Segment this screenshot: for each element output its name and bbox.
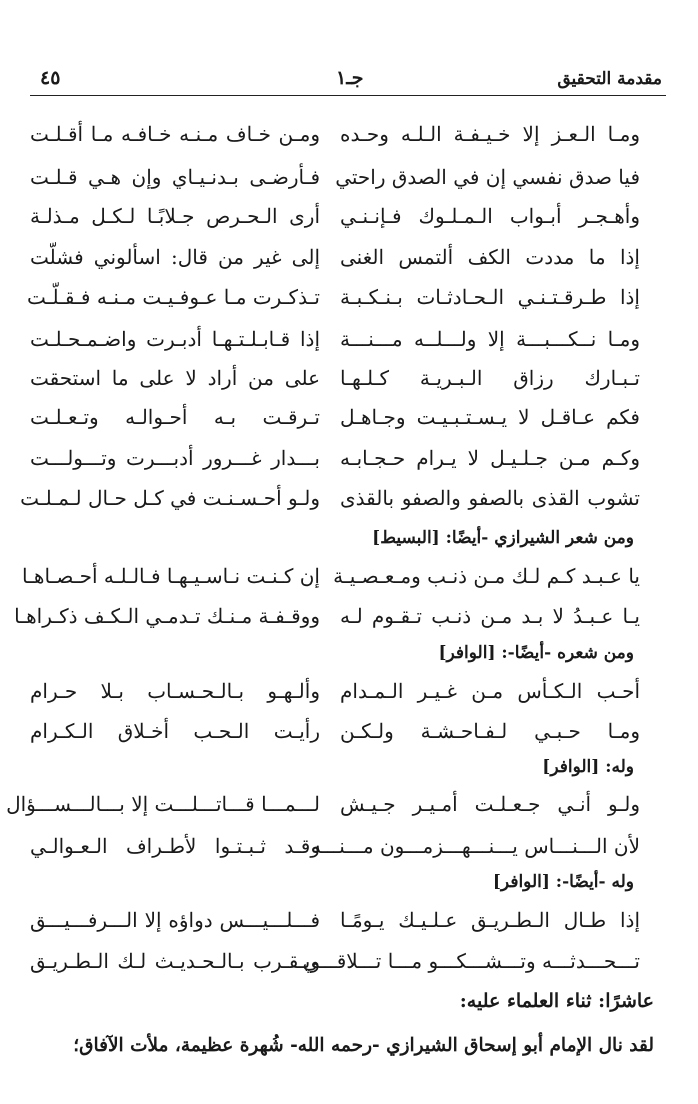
verse-first-hemistich: يا عـبـد كـم لـك مـن ذنـب ومـعـصـيـة xyxy=(333,564,640,588)
verse-first-hemistich: فيا صدق نفسي إن في الصدق راحتي xyxy=(335,165,640,189)
verse-line xyxy=(30,712,660,750)
verse-line xyxy=(30,158,660,196)
verse-second-hemistich: على من أراد لا على ما استحقت xyxy=(30,366,320,390)
verse-second-hemistich: تـرقـت بـه أحـوالـه وتـعـلـت xyxy=(30,405,320,429)
verse-second-hemistich: بـــدار غـــرور أدبـــرت وتـــولـــت xyxy=(30,446,320,470)
meter-note: وله: [الوافر] xyxy=(542,757,634,777)
verse-second-hemistich: إن كـنـت نـاسـيـهـا فـالـلـه أحـصـاهـا xyxy=(21,564,320,588)
verse-second-hemistich: إذا قـابـلـتـهـا أدبـرت واضـمـحـلـت xyxy=(30,327,320,351)
verse-second-hemistich: وألـهـو بـالـحـسـاب بـلا حـرام xyxy=(30,679,320,703)
verse-first-hemistich: تشوب القذى بالصفو والصفو بالقذى xyxy=(340,486,640,510)
verse-first-hemistich: إذا طـرقـتـنـي الـحـادثـات بـنـكـبـة xyxy=(340,285,640,309)
verse-first-hemistich: يـا عـبـدُ لا بـد مـن ذنـب تـقـوم لـه xyxy=(340,604,640,628)
page-number: ٤٥ xyxy=(40,67,61,89)
verse-line xyxy=(30,197,660,235)
verse-line xyxy=(30,439,660,477)
verse-second-hemistich: تـذكـرت مـا عـوفـيـت مـنـه فـقـلّـت xyxy=(26,285,320,309)
verse-first-hemistich: فكم عـاقـل لا يـسـتـبـيـت وجـاهـل xyxy=(340,405,640,429)
meter-note: ومن شعره -أيضًا-: [الوافر] xyxy=(438,643,634,663)
verse-second-hemistich: لـــمـــا قـــاتـــلـــت إلا بـــالـــســـؤال xyxy=(6,792,320,816)
verse-line xyxy=(30,115,660,153)
verse-first-hemistich: ومـا نــكـــبـــة إلا ولـــلــه مـــنـــة xyxy=(340,327,640,351)
verse-line xyxy=(30,672,660,710)
verse-second-hemistich: أرى الـحـرص جـلابًـا لـكـل مـذلـة xyxy=(30,204,320,228)
verse-line xyxy=(30,942,660,980)
verse-first-hemistich: ومـا الـعـز إلا خـيـفـة الـلـه وحـده xyxy=(340,122,640,146)
verse-first-hemistich: ومـا حـبـي لـفـاحـشـة ولـكـن xyxy=(340,719,640,743)
verse-line xyxy=(30,398,660,436)
section-heading: عاشرًا: ثناء العلماء عليه: xyxy=(459,990,654,1012)
verse-second-hemistich: فـــلـــيـــس دواؤه إلا الـــرفـــيـــق xyxy=(30,908,320,932)
verse-first-hemistich: إذا ما مددت الكف ألتمس الغنى xyxy=(340,245,640,269)
verse-first-hemistich: تـبـارك رزاق الـبـريـة كـلـهـا xyxy=(340,366,640,390)
verse-line xyxy=(26,278,660,316)
verse-line xyxy=(30,359,660,397)
verse-line xyxy=(30,320,660,358)
verse-first-hemistich: وأهـجـر أبـواب الـمـلـوك فـإنـنـي xyxy=(340,204,640,228)
verse-second-hemistich: ومـن خـاف مـنـه خـافـه مـا أقـلـت xyxy=(30,122,320,146)
verse-line xyxy=(30,238,660,276)
verse-first-hemistich: إذا طـال الـطـريـق عـلـيـك يـومًـا xyxy=(340,908,640,932)
meter-note: وله -أيضًا-: [الوافر] xyxy=(492,872,634,892)
verse-line xyxy=(30,827,660,865)
verse-first-hemistich: تـــحـــدثـــه وتـــشـــكـــو مـــا تـــلاقـــي xyxy=(302,949,640,973)
meter-note: ومن شعر الشيرازي -أيضًا: [البسيط] xyxy=(372,528,634,548)
verse-line xyxy=(14,597,660,635)
verse-second-hemistich: ولـو أحـسـنـت في كـل حـال لـمـلـت xyxy=(20,486,320,510)
running-title: مقدمة التحقيق xyxy=(557,69,662,89)
verse-first-hemistich: ولـو أنـي جـعـلـت أمـيـر جـيـش xyxy=(340,792,640,816)
verse-first-hemistich: وكـم مـن جـلـيـل لا يـرام حـجـابـه xyxy=(340,446,640,470)
verse-second-hemistich: ووقـفـة مـنـك تـدمـي الـكـف ذكـراهـا xyxy=(14,604,320,628)
verse-second-hemistich: ويـقـرب بـالـحـديـث لـك الـطـريـق xyxy=(30,949,320,973)
volume-label: جـ١ xyxy=(336,67,364,89)
verse-line xyxy=(30,901,660,939)
verse-second-hemistich: وقـد ثـبـتـوا لأطـراف الـعـوالـي xyxy=(30,834,320,858)
verse-first-hemistich: لأن الـــنـــاس يـــنـــهـــزمـــون مـــنـــه xyxy=(310,834,640,858)
verse-line xyxy=(20,479,660,517)
body-paragraph: لقد نال الإمام أبو إسحاق الشيرازي -رحمه الله- شُهرة عظيمة، ملأت الآفاق؛ xyxy=(73,1035,654,1056)
verse-second-hemistich: إلى غير من قال: اسألوني فشلّت xyxy=(30,245,320,269)
verse-second-hemistich: فـأرضـى بـدنـيـاي وإن هـي قـلـت xyxy=(30,165,320,189)
page-header xyxy=(30,55,666,96)
verse-second-hemistich: رأيـت الـحـب أخـلاق الـكـرام xyxy=(30,719,320,743)
verse-line xyxy=(6,785,660,823)
verse-line xyxy=(21,557,660,595)
verse-first-hemistich: أحـب الـكـأس مـن غـيـر الـمـدام xyxy=(340,679,640,703)
